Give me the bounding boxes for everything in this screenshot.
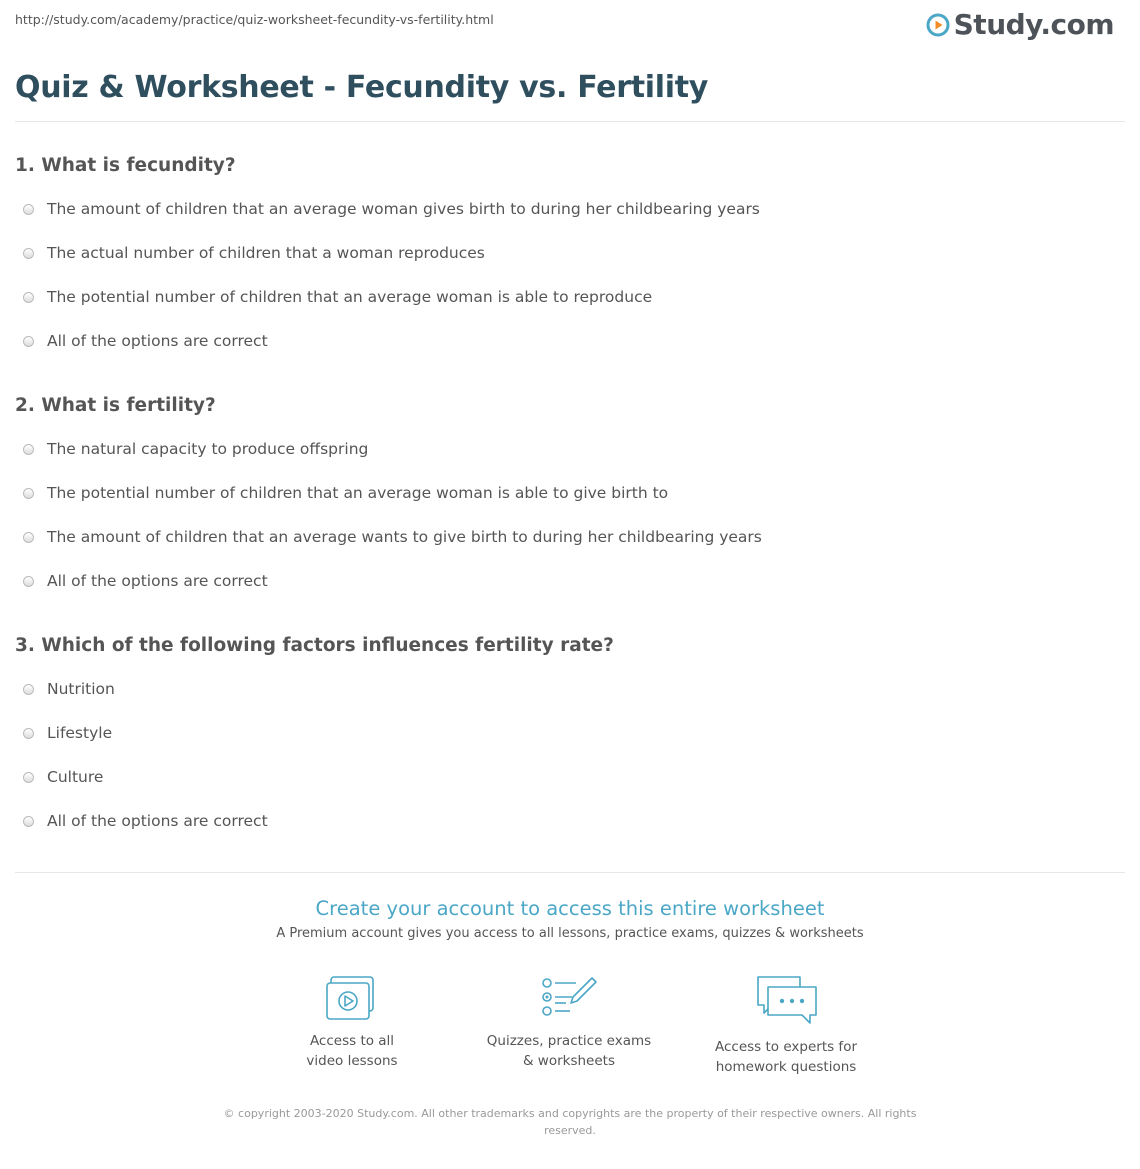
feature-label xyxy=(686,1037,886,1077)
study-logo[interactable] xyxy=(926,8,1114,41)
radio-button[interactable] xyxy=(23,488,34,499)
q2-option-2[interactable] xyxy=(23,484,668,502)
feature-video-lessons xyxy=(252,975,452,1071)
option-label: The amount of children that an average wants to give birth to during her childbearing years xyxy=(47,528,762,546)
feature-label xyxy=(252,1031,452,1071)
q2-option-4[interactable] xyxy=(23,572,268,590)
radio-button[interactable] xyxy=(23,292,34,303)
radio-button[interactable] xyxy=(23,684,34,695)
q2-option-1[interactable] xyxy=(23,440,368,458)
logo-text: Study.com xyxy=(953,8,1114,41)
copyright-line2: reserved. xyxy=(544,1124,596,1137)
option-label: The natural capacity to produce offspring xyxy=(47,440,369,458)
feature-label-line1: Access to experts for xyxy=(714,1039,857,1055)
q2-option-3[interactable] xyxy=(23,528,762,546)
feature-label-line1: Quizzes, practice exams xyxy=(486,1033,652,1049)
question-2: 2. What is fertility? xyxy=(15,395,216,416)
copyright-line1: © copyright 2003-2020 Study.com. All other trademarks and copyrights are the property of their respective owners. All rights xyxy=(223,1107,917,1120)
radio-button[interactable] xyxy=(23,336,34,347)
question-3: 3. Which of the following factors influences fertility rate? xyxy=(15,635,614,656)
q1-option-2[interactable] xyxy=(23,244,485,262)
play-circle-icon xyxy=(926,13,950,37)
q1-option-4[interactable] xyxy=(23,332,268,350)
page-title: Quiz & Worksheet - Fecundity vs. Fertility xyxy=(15,70,709,105)
option-label: The actual number of children that a woman reproduces xyxy=(47,244,485,262)
option-label: Culture xyxy=(47,768,104,786)
q3-option-2[interactable] xyxy=(23,724,112,742)
feature-label xyxy=(469,1031,669,1071)
radio-button[interactable] xyxy=(23,204,34,215)
cta-subtitle: A Premium account gives you access to all lessons, practice exams, quizzes & worksheets xyxy=(276,926,864,941)
question-1: 1. What is fecundity? xyxy=(15,155,236,176)
q1-option-3[interactable] xyxy=(23,288,652,306)
create-account-link[interactable]: Create your account to access this entire worksheet xyxy=(315,897,825,920)
page-url: http://study.com/academy/practice/quiz-worksheet-fecundity-vs-fertility.html xyxy=(15,12,494,27)
radio-button[interactable] xyxy=(23,444,34,455)
copyright-notice xyxy=(215,1105,925,1139)
q3-option-4[interactable] xyxy=(23,812,268,830)
radio-button[interactable] xyxy=(23,576,34,587)
quiz-checklist-icon xyxy=(540,975,598,1021)
video-lessons-icon xyxy=(325,975,379,1021)
q3-option-3[interactable] xyxy=(23,768,103,786)
q3-option-1[interactable] xyxy=(23,680,115,698)
feature-label-line2: video lessons xyxy=(306,1053,398,1069)
feature-label-line2: & worksheets xyxy=(522,1053,615,1069)
cta-divider xyxy=(15,872,1125,873)
radio-button[interactable] xyxy=(23,772,34,783)
option-label: All of the options are correct xyxy=(47,332,268,350)
chat-bubbles-icon xyxy=(754,975,818,1027)
radio-button[interactable] xyxy=(23,728,34,739)
option-label: The potential number of children that an average woman is able to reproduce xyxy=(47,288,653,306)
feature-label-line1: Access to all xyxy=(309,1033,395,1049)
q1-option-1[interactable] xyxy=(23,200,760,218)
option-label: The amount of children that an average woman gives birth to during her childbearing years xyxy=(47,200,760,218)
option-label: The potential number of children that an average woman is able to give birth to xyxy=(47,484,669,502)
radio-button[interactable] xyxy=(23,816,34,827)
option-label: Lifestyle xyxy=(47,724,113,742)
radio-button[interactable] xyxy=(23,248,34,259)
feature-label-line2: homework questions xyxy=(715,1059,857,1075)
option-label: All of the options are correct xyxy=(47,572,268,590)
radio-button[interactable] xyxy=(23,532,34,543)
option-label: Nutrition xyxy=(47,680,115,698)
option-label: All of the options are correct xyxy=(47,812,268,830)
title-divider xyxy=(15,121,1125,122)
feature-quizzes xyxy=(469,975,669,1071)
feature-experts xyxy=(686,975,886,1077)
